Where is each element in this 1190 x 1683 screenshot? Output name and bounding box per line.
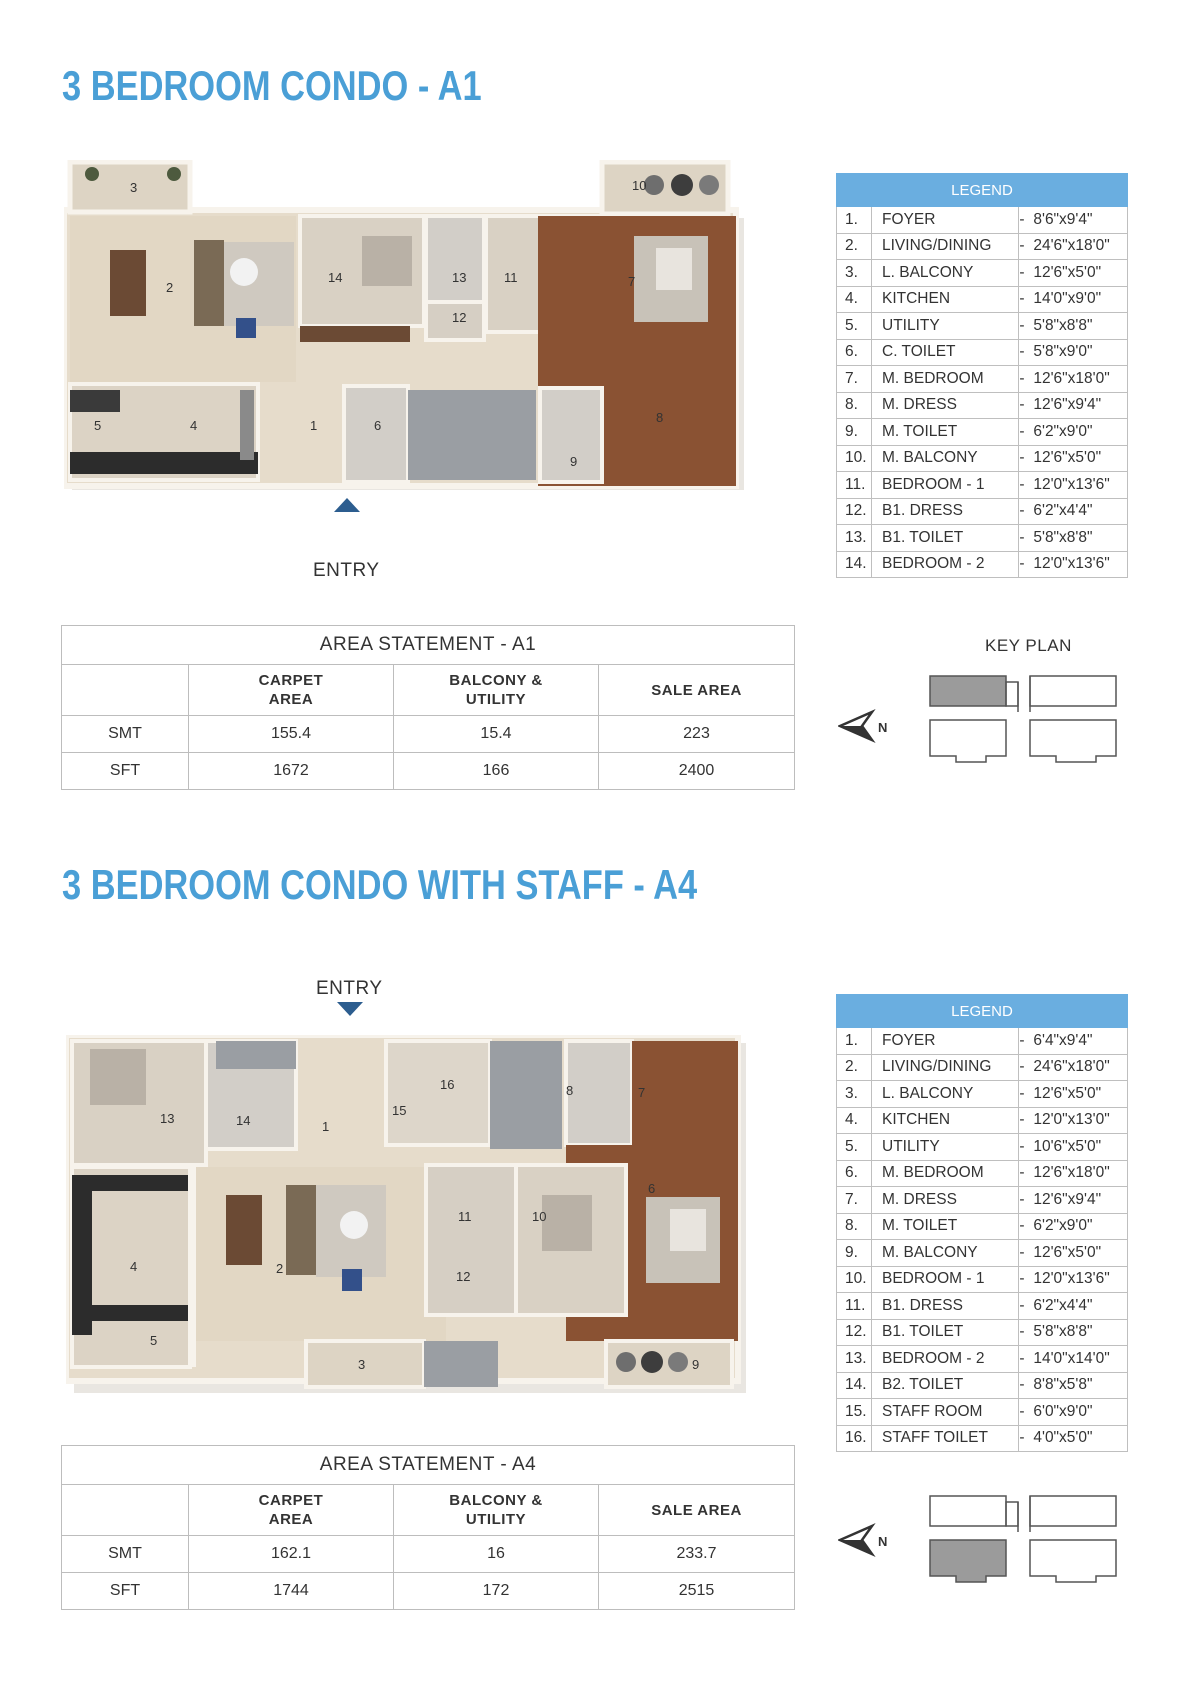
key-plan-a4 [926,1492,1130,1591]
legend-room-name: M. TOILET [872,1213,1019,1240]
legend-room-name: LIVING/DINING [872,1054,1019,1081]
balcony-cell: 16 [394,1536,599,1573]
sale-cell: 2515 [599,1573,795,1610]
legend-room-name: B1. DRESS [872,1293,1019,1320]
legend-row [837,1134,1128,1161]
room-number-12: 12 [456,1269,471,1284]
legend-number: 5. [837,1134,872,1161]
legend-row [837,286,1128,313]
legend-header: LEGEND [837,174,1128,207]
legend-dimension: 12'0"x13'6" [1033,472,1127,499]
legend-room-name: B2. TOILET [872,1372,1019,1399]
legend-dimension: 12'6"x5'0" [1033,1081,1127,1108]
entry-label-a1: ENTRY [313,560,380,581]
legend-row [837,1240,1128,1267]
legend-number: 16. [837,1425,872,1452]
legend-dimension: 6'2"x9'0" [1033,419,1127,446]
legend-row [837,419,1128,446]
legend-number: 1. [837,1028,872,1055]
legend-dimension: 10'6"x5'0" [1033,1134,1127,1161]
legend-room-name: UTILITY [872,313,1019,340]
legend-room-name: M. BEDROOM [872,366,1019,393]
legend-number: 8. [837,1213,872,1240]
legend-dash: - [1019,1240,1034,1267]
legend-dimension: 8'8"x5'8" [1033,1372,1127,1399]
legend-dash: - [1019,1107,1034,1134]
legend-dimension: 12'6"x9'4" [1033,392,1127,419]
legend-dimension: 12'0"x13'0" [1033,1107,1127,1134]
key-plan-a1 [926,672,1130,771]
legend-row [837,551,1128,578]
room-number-16: 16 [440,1077,455,1092]
legend-dimension: 5'8"x8'8" [1033,525,1127,552]
legend-number: 15. [837,1399,872,1426]
room-number-15: 15 [392,1103,407,1118]
room-number-9: 9 [692,1357,700,1372]
legend-room-name: L. BALCONY [872,260,1019,287]
table-row [62,1573,795,1610]
legend-dash: - [1019,445,1034,472]
unit-cell: SFT [62,753,189,790]
room-number-8: 8 [566,1083,574,1098]
room-number-3: 3 [130,180,138,195]
legend-dimension: 8'6"x9'4" [1033,207,1127,234]
legend-room-name: LIVING/DINING [872,233,1019,260]
legend-number: 6. [837,339,872,366]
carpet-cell: 1744 [189,1573,394,1610]
legend-room-name: M. DRESS [872,1187,1019,1214]
legend-number: 11. [837,472,872,499]
legend-dimension: 14'0"x14'0" [1033,1346,1127,1373]
legend-row [837,498,1128,525]
balcony-cell: 172 [394,1573,599,1610]
legend-number: 3. [837,260,872,287]
area-caption: AREA STATEMENT - A1 [62,626,795,665]
legend-room-name: L. BALCONY [872,1081,1019,1108]
room-number-13: 13 [452,270,467,285]
legend-dash: - [1019,1134,1034,1161]
room-number-5: 5 [94,418,102,433]
room-number-2: 2 [166,280,174,295]
legend-row [837,1399,1128,1426]
legend-dimension: 5'8"x8'8" [1033,313,1127,340]
room-number-3: 3 [358,1357,366,1372]
legend-dimension: 6'2"x4'4" [1033,498,1127,525]
legend-dash: - [1019,1054,1034,1081]
legend-row [837,1293,1128,1320]
area-statement-a4 [61,1445,795,1610]
room-number-4: 4 [130,1259,138,1274]
sale-cell: 2400 [599,753,795,790]
legend-dash: - [1019,1372,1034,1399]
room-number-7: 7 [638,1085,646,1100]
legend-dash: - [1019,1028,1034,1055]
legend-number: 11. [837,1293,872,1320]
room-number-14: 14 [236,1113,251,1128]
legend-dash: - [1019,1293,1034,1320]
legend-dash: - [1019,392,1034,419]
legend-dimension: 12'6"x5'0" [1033,1240,1127,1267]
legend-row [837,1054,1128,1081]
legend-row [837,1425,1128,1452]
legend-dash: - [1019,472,1034,499]
north-arrow-icon [838,708,898,749]
legend-dash: - [1019,339,1034,366]
room-number-1: 1 [322,1119,330,1134]
legend-number: 10. [837,1266,872,1293]
table-row [62,753,795,790]
unit-cell: SFT [62,1573,189,1610]
carpet-area-header: CARPET AREA [189,1485,394,1536]
legend-dash: - [1019,1160,1034,1187]
legend-dimension: 12'6"x5'0" [1033,260,1127,287]
legend-number: 1. [837,207,872,234]
room-number-10: 10 [632,178,647,193]
room-number-11: 11 [504,270,518,285]
section-title-a1: 3 BEDROOM CONDO - A1 [62,62,482,109]
entry-label-a4: ENTRY [316,978,383,999]
legend-room-name: BEDROOM - 1 [872,472,1019,499]
legend-dash: - [1019,1399,1034,1426]
legend-room-name: BEDROOM - 2 [872,551,1019,578]
entry-arrow-icon [337,1002,363,1021]
legend-row [837,1160,1128,1187]
legend-row [837,233,1128,260]
legend-number: 2. [837,1054,872,1081]
legend-dash: - [1019,1081,1034,1108]
legend-room-name: UTILITY [872,1134,1019,1161]
legend-number: 2. [837,233,872,260]
legend-dash: - [1019,1213,1034,1240]
legend-number: 14. [837,551,872,578]
legend-table-a1 [836,173,1128,578]
legend-number: 7. [837,366,872,393]
legend-number: 12. [837,498,872,525]
room-number-1: 1 [310,418,318,433]
legend-dimension: 24'6"x18'0" [1033,1054,1127,1081]
legend-room-name: M. BALCONY [872,1240,1019,1267]
room-number-6: 6 [374,418,382,433]
unit-cell: SMT [62,1536,189,1573]
legend-row [837,313,1128,340]
key-plan-title: KEY PLAN [985,636,1072,655]
legend-dash: - [1019,1187,1034,1214]
legend-dimension: 12'0"x13'6" [1033,1266,1127,1293]
legend-room-name: BEDROOM - 1 [872,1266,1019,1293]
floor-plan-a1 [64,160,744,490]
room-number-4: 4 [190,418,198,433]
legend-dimension: 4'0"x5'0" [1033,1425,1127,1452]
legend-row [837,1187,1128,1214]
legend-dash: - [1019,1319,1034,1346]
room-number-12: 12 [452,310,467,325]
legend-dimension: 12'6"x18'0" [1033,366,1127,393]
legend-row [837,207,1128,234]
legend-number: 5. [837,313,872,340]
legend-row [837,339,1128,366]
legend-dash: - [1019,260,1034,287]
legend-table-a4 [836,994,1128,1452]
legend-room-name: STAFF ROOM [872,1399,1019,1426]
legend-dimension: 12'6"x18'0" [1033,1160,1127,1187]
legend-number: 8. [837,392,872,419]
balcony-cell: 15.4 [394,716,599,753]
sale-area-header: SALE AREA [599,665,795,716]
legend-row [837,1266,1128,1293]
legend-room-name: C. TOILET [872,339,1019,366]
north-arrow-icon [838,1522,898,1563]
area-statement-a1 [61,625,795,790]
legend-row [837,1319,1128,1346]
unit-cell: SMT [62,716,189,753]
legend-room-name: BEDROOM - 2 [872,1346,1019,1373]
legend-number: 3. [837,1081,872,1108]
table-row [62,1536,795,1573]
legend-number: 13. [837,525,872,552]
sale-cell: 233.7 [599,1536,795,1573]
legend-row [837,392,1128,419]
balcony-cell: 166 [394,753,599,790]
carpet-cell: 1672 [189,753,394,790]
room-number-2: 2 [276,1261,284,1276]
legend-dash: - [1019,1346,1034,1373]
legend-room-name: KITCHEN [872,286,1019,313]
legend-row [837,1346,1128,1373]
room-number-6: 6 [648,1181,656,1196]
legend-room-name: M. TOILET [872,419,1019,446]
section-title-a4: 3 BEDROOM CONDO WITH STAFF - A4 [62,861,698,908]
legend-dash: - [1019,551,1034,578]
legend-dimension: 6'2"x9'0" [1033,1213,1127,1240]
legend-number: 9. [837,1240,872,1267]
legend-number: 7. [837,1187,872,1214]
legend-dimension: 12'6"x5'0" [1033,445,1127,472]
legend-number: 4. [837,286,872,313]
legend-room-name: FOYER [872,207,1019,234]
legend-row [837,525,1128,552]
area-caption: AREA STATEMENT - A4 [62,1446,795,1485]
legend-dimension: 6'4"x9'4" [1033,1028,1127,1055]
legend-number: 14. [837,1372,872,1399]
legend-number: 13. [837,1346,872,1373]
legend-dash: - [1019,286,1034,313]
legend-dash: - [1019,207,1034,234]
legend-room-name: M. DRESS [872,392,1019,419]
legend-room-name: B1. TOILET [872,525,1019,552]
legend-row [837,1081,1128,1108]
legend-dash: - [1019,313,1034,340]
legend-dimension: 6'0"x9'0" [1033,1399,1127,1426]
room-number-7: 7 [628,274,636,289]
legend-header: LEGEND [837,995,1128,1028]
legend-dimension: 5'8"x9'0" [1033,339,1127,366]
legend-room-name: STAFF TOILET [872,1425,1019,1452]
legend-dimension: 12'0"x13'6" [1033,551,1127,578]
carpet-cell: 155.4 [189,716,394,753]
legend-row [837,366,1128,393]
legend-dash: - [1019,525,1034,552]
carpet-area-header: CARPET AREA [189,665,394,716]
legend-dimension: 14'0"x9'0" [1033,286,1127,313]
room-number-14: 14 [328,270,343,285]
legend-room-name: B1. DRESS [872,498,1019,525]
legend-dash: - [1019,419,1034,446]
room-number-8: 8 [656,410,664,425]
legend-number: 6. [837,1160,872,1187]
legend-dash: - [1019,366,1034,393]
north-label: N [878,720,888,735]
legend-room-name: M. BALCONY [872,445,1019,472]
room-number-10: 10 [532,1209,547,1224]
table-row [62,716,795,753]
legend-room-name: M. BEDROOM [872,1160,1019,1187]
floor-plan-a4 [66,1035,746,1393]
legend-room-name: FOYER [872,1028,1019,1055]
legend-dimension: 5'8"x8'8" [1033,1319,1127,1346]
sale-cell: 223 [599,716,795,753]
entry-arrow-icon [334,498,360,517]
room-number-13: 13 [160,1111,175,1126]
legend-dash: - [1019,233,1034,260]
legend-number: 4. [837,1107,872,1134]
room-number-5: 5 [150,1333,158,1348]
carpet-cell: 162.1 [189,1536,394,1573]
legend-dash: - [1019,498,1034,525]
legend-room-name: B1. TOILET [872,1319,1019,1346]
balcony-utility-header: BALCONY & UTILITY [394,665,599,716]
legend-dimension: 12'6"x9'4" [1033,1187,1127,1214]
legend-room-name: KITCHEN [872,1107,1019,1134]
legend-row [837,445,1128,472]
legend-dimension: 24'6"x18'0" [1033,233,1127,260]
legend-row [837,472,1128,499]
north-label: N [878,1534,888,1549]
balcony-utility-header: BALCONY & UTILITY [394,1485,599,1536]
legend-dash: - [1019,1266,1034,1293]
room-number-9: 9 [570,454,578,469]
legend-row [837,1372,1128,1399]
room-number-11: 11 [458,1209,472,1224]
legend-dimension: 6'2"x4'4" [1033,1293,1127,1320]
legend-row [837,260,1128,287]
legend-number: 9. [837,419,872,446]
legend-dash: - [1019,1425,1034,1452]
legend-number: 10. [837,445,872,472]
legend-number: 12. [837,1319,872,1346]
sale-area-header: SALE AREA [599,1485,795,1536]
legend-row [837,1107,1128,1134]
legend-row [837,1028,1128,1055]
legend-row [837,1213,1128,1240]
